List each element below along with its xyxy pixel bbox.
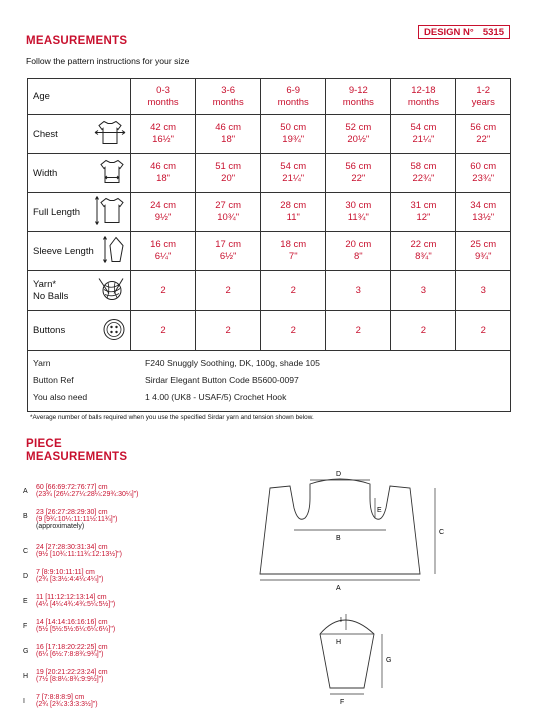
size-header: 0-3 months xyxy=(131,79,196,115)
chest-label: Chest xyxy=(28,115,131,154)
label-b: B xyxy=(336,535,341,542)
piece-measurements-title: PIECE MEASUREMENTS xyxy=(26,438,128,463)
age-row xyxy=(28,79,511,115)
sleeve-diagram xyxy=(300,608,400,708)
chest-diagram-icon xyxy=(94,120,126,149)
sleeve-length-label: Sleeve Length xyxy=(28,232,131,271)
width-label: Width xyxy=(28,154,131,193)
sleeve-diagram-icon xyxy=(102,235,126,268)
piece-c: C 24 [27:28:30:31:34] cm (9½ [10¾:11:11¾:12:13½]") xyxy=(23,544,122,558)
size-header: 3-6 months xyxy=(196,79,261,115)
footnote: *Average number of balls required when you use the specified Sirdar yarn and tension shown below. xyxy=(30,414,314,421)
length-diagram-icon xyxy=(94,195,126,230)
measurements-title: MEASUREMENTS xyxy=(26,35,128,47)
yarn-balls-label: Yarn* No Balls xyxy=(28,271,131,311)
piece-d: D 7 [8:9:10:11:11] cm (2¾ [3:3½:4:4¼:4¼]") xyxy=(23,569,104,583)
piece-e: E 11 [11:12:12:13:14] cm (4¼ [4¼:4¾:4¾:5¼:5½]") xyxy=(23,594,116,608)
buttons-label: Buttons xyxy=(28,311,131,351)
label-i: I xyxy=(340,617,342,624)
size-header: 9-12 months xyxy=(326,79,391,115)
chest-row: Chest 42 cm 16½" 46 cm 18" 50 cm 19¾" 52 cm 20½" 54 cm 21¼" 56 cm 22" xyxy=(28,115,511,154)
age-label: Age xyxy=(28,79,131,115)
label-g: G xyxy=(386,657,392,664)
label-f: F xyxy=(340,699,345,706)
buttons-row: Buttons 2 2 2 2 2 2 xyxy=(28,311,511,351)
follow-instructions-text: Follow the pattern instructions for your size xyxy=(26,56,190,66)
piece-i: I 7 [7:8:8:8:9] cm (2¾ [2¾:3:3:3:3½]") xyxy=(23,694,98,708)
sleeve-length-row: Sleeve Length 16 cm 6¼" 17 cm 6½" 18 cm 7" 20 cm 8" 22 cm 8¾" 25 cm 9¾" xyxy=(28,232,511,271)
yarn-ball-icon xyxy=(96,275,126,306)
full-length-label: Full Length xyxy=(28,193,131,232)
label-e: E xyxy=(377,507,382,514)
measurements-table xyxy=(27,78,511,412)
info-block-row xyxy=(28,351,511,412)
info-also-need: You also need 1 4.00 (UK8 - USAF/5) Crochet Hook xyxy=(33,392,287,402)
design-number: 5315 xyxy=(482,26,504,38)
info-yarn: Yarn F240 Snuggly Soothing, DK, 100g, shade 105 xyxy=(33,358,320,368)
yoke-diagram xyxy=(230,468,460,598)
label-a: A xyxy=(336,585,341,592)
width-row: Width 46 cm 18" 51 cm 20" 54 cm 21¼" 56 cm 22" 58 cm 22¾" 60 cm 23¾" xyxy=(28,154,511,193)
piece-h: H 19 [20:21:22:23:24] cm (7½ [8:8¼:8¾:9:9½]") xyxy=(23,669,108,683)
full-length-row: Full Length 24 cm 9½" 27 cm 10¾" 28 cm 11" 30 cm 11¾" 31 cm 12" 34 cm 13½" xyxy=(28,193,511,232)
piece-g: G 16 [17:18:20:22:25] cm (6¼ [6½:7:8:8¾:9¾]") xyxy=(23,644,108,658)
design-label: DESIGN N° xyxy=(424,26,474,38)
piece-f: F 14 [14:14:16:16:16] cm (5½ [5½:5½:6¼:6¼:6¼]") xyxy=(23,619,116,633)
label-h: H xyxy=(336,639,342,646)
width-diagram-icon xyxy=(98,159,126,188)
size-header: 12-18 months xyxy=(391,79,456,115)
piece-a: A 60 [66:69:72:76:77] cm (23¾ [26¼:27¼:28¼:29¾:30¼]") xyxy=(23,484,139,498)
design-number-box xyxy=(418,25,510,39)
button-icon xyxy=(102,317,126,344)
info-button-ref: Button Ref Sirdar Elegant Button Code B5600-0097 xyxy=(33,375,299,385)
size-header: 6-9 months xyxy=(261,79,326,115)
yarn-balls-row: Yarn* No Balls 2 2 2 3 3 3 xyxy=(28,271,511,311)
size-header: 1-2 years xyxy=(456,79,511,115)
label-d: D xyxy=(336,471,342,478)
label-c: C xyxy=(439,529,445,536)
piece-b: B 23 [26:27:28:29:30] cm (9 [9¾:10¼:11:11½:11¾]") (approximately) xyxy=(23,509,118,530)
